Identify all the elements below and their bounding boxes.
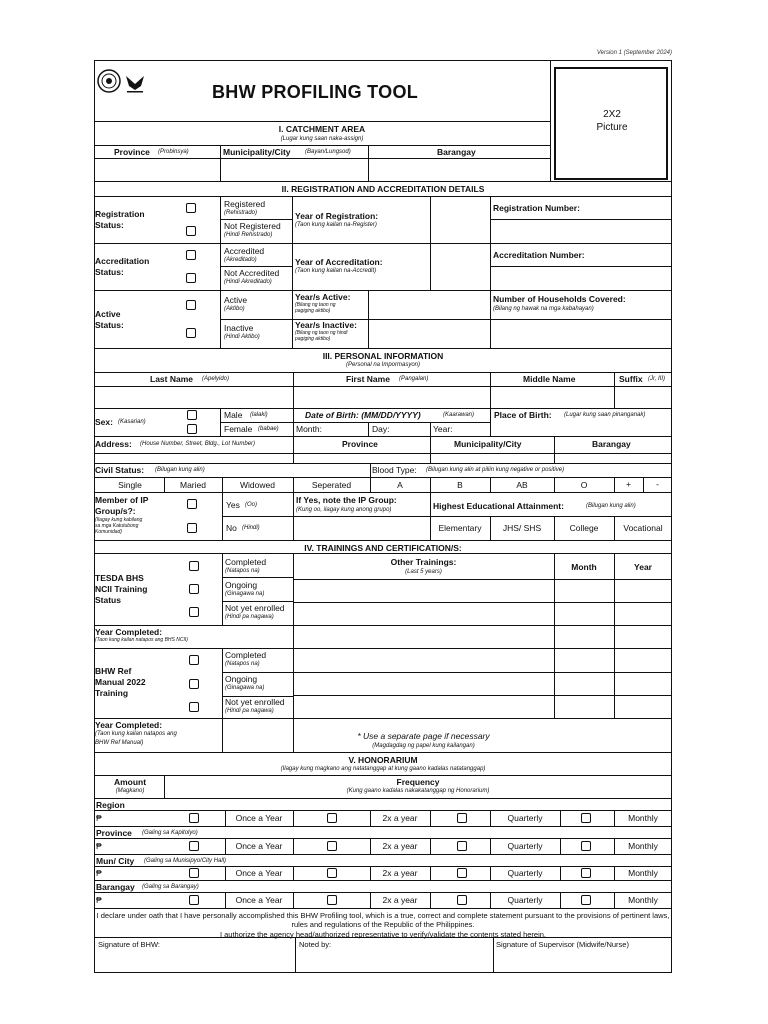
blood-option-positive[interactable]: +	[626, 479, 631, 489]
suffix-sub: (Jr, III)	[648, 376, 665, 382]
declaration-text	[96, 911, 670, 939]
barangay-monthly-label: Monthly	[628, 895, 658, 905]
years-inactive-field[interactable]	[370, 321, 488, 347]
honorarium-sub: (Ilagay kung magkano ang natatanggap at kung gaano kadalas natatanggap)	[280, 766, 486, 772]
catchment-heading: I. CATCHMENT AREA	[278, 124, 366, 134]
registration-status-label-1: Registration	[95, 209, 145, 219]
blood-type-label: Blood Type:	[372, 465, 417, 475]
education-option-elementary[interactable]: Elementary	[438, 523, 482, 533]
city-once-label: Once a Year	[235, 868, 283, 878]
tesda-ongoing-label: Ongoing	[225, 580, 258, 590]
civil-option-married[interactable]: Maried	[180, 480, 206, 490]
inactive-sub: (Hindi Aktibo)	[224, 334, 260, 340]
city-twice-checkbox[interactable]	[327, 868, 337, 878]
registered-sub: (Rehistrado)	[224, 210, 258, 216]
not-accredited-label: Not Accredited	[224, 268, 280, 278]
male-label: Male	[224, 410, 243, 420]
active-status-label-2: Status:	[95, 320, 124, 330]
not-accredited-sub: (Hindi Akreditado)	[224, 279, 272, 285]
bhw-year-completed-sub-2: BHW Ref Manual)	[95, 740, 144, 746]
female-sub: (babae)	[258, 426, 279, 432]
version-label: Version 1 (September 2024)	[596, 50, 672, 56]
tesda-year-completed-label: Year Completed:	[95, 627, 163, 637]
registration-number-label: Registration Number:	[493, 203, 580, 213]
separate-page-note: * Use a separate page if necessary	[357, 731, 490, 741]
province-twice-label: 2x a year	[382, 841, 418, 851]
ip-group-field[interactable]	[295, 518, 428, 538]
region-monthly-checkbox[interactable]	[581, 813, 591, 823]
years-active-sub-1: (Bilang ng taon ng	[295, 302, 336, 308]
male-sub: (lalaki)	[250, 412, 268, 418]
barangay-honorarium-label: Barangay	[96, 882, 135, 892]
blood-option-o[interactable]: O	[580, 480, 588, 490]
barangay-once-checkbox[interactable]	[189, 895, 199, 905]
dob-label: Date of Birth: (MM/DD/YYYY)	[305, 410, 421, 420]
tesda-year-completed-field[interactable]	[224, 627, 291, 647]
barangay-label: Barangay	[437, 147, 476, 157]
barangay-honorarium-sub: (Galing sa Barangay)	[142, 884, 199, 890]
personal-heading: III. PERSONAL INFORMATION	[322, 351, 444, 361]
signature-bhw-field[interactable]	[96, 950, 293, 972]
not-accredited-checkbox[interactable]	[186, 273, 196, 283]
years-active-label: Year/s Active:	[295, 292, 351, 302]
education-option-jhs-shs[interactable]: JHS/ SHS	[502, 523, 542, 533]
other-trainings-sub: (Last 5 years)	[405, 569, 442, 575]
year-accreditation-sub: (Taon kung kailan na-Accredit)	[295, 268, 377, 274]
training-year-header: Year	[634, 562, 652, 572]
accreditation-number-label: Accreditation Number:	[493, 250, 585, 260]
municipality-field[interactable]	[222, 160, 366, 179]
accreditation-status-label-1: Accreditation	[95, 256, 150, 266]
middle-name-label: Middle Name	[523, 374, 576, 384]
barangay-once-label: Once a Year	[235, 895, 283, 905]
barangay-twice-checkbox[interactable]	[327, 895, 337, 905]
education-option-college[interactable]: College	[569, 523, 599, 533]
region-quarterly-label: Quarterly	[507, 813, 543, 823]
inactive-label: Inactive	[224, 323, 254, 333]
registration-status-label-2: Status:	[95, 220, 124, 230]
tesda-ongoing-checkbox[interactable]	[189, 584, 199, 594]
tesda-completed-label: Completed	[225, 557, 267, 567]
barangay-twice-label: 2x a year	[382, 895, 418, 905]
personal-sub: (Personal na Impormasyon)	[345, 362, 421, 368]
peso-sign-city: ₱	[96, 868, 102, 878]
dob-day-label[interactable]: Day:	[372, 424, 390, 434]
signature-supervisor-field[interactable]	[495, 950, 670, 972]
region-once-checkbox[interactable]	[189, 813, 199, 823]
blood-option-ab[interactable]: AB	[516, 480, 528, 490]
noted-by-label: Noted by:	[299, 940, 332, 949]
year-accreditation-field[interactable]	[432, 245, 488, 289]
tesda-label-1: TESDA BHS	[95, 573, 144, 583]
dob-month-label[interactable]: Month:	[296, 424, 322, 434]
active-sub: (Aktibo)	[224, 306, 245, 312]
ip-label-2: Group/s?:	[95, 506, 136, 516]
active-checkbox[interactable]	[186, 300, 196, 310]
province-monthly-checkbox[interactable]	[581, 841, 591, 851]
ip-group-sub: (Kung oo, ilagay kung anong grupo)	[296, 507, 392, 513]
city-amount-field[interactable]	[104, 867, 222, 879]
tesda-completed-sub: (Natapos na)	[225, 568, 260, 574]
last-name-sub: (Apelyido)	[202, 376, 230, 382]
blood-option-negative[interactable]: -	[656, 479, 659, 489]
barangay-quarterly-checkbox[interactable]	[457, 895, 467, 905]
civil-option-widowed[interactable]: Widowed	[240, 480, 275, 490]
region-once-label: Once a Year	[235, 813, 283, 823]
amount-header: Amount	[113, 777, 147, 787]
registered-label: Registered	[224, 199, 266, 209]
tesda-completed-checkbox[interactable]	[189, 561, 199, 571]
civil-status-sub: (Bilugan kung alin)	[155, 467, 205, 473]
active-label: Active	[224, 295, 248, 305]
region-label: Region	[96, 800, 125, 810]
form-title: BHW PROFILING TOOL	[212, 82, 419, 102]
region-twice-label: 2x a year	[382, 813, 418, 823]
address-sub: (House Number, Street, Bldg., Lot Number)	[140, 441, 256, 447]
bhw-manual-label-2: Manual 2022	[95, 677, 146, 687]
province-quarterly-checkbox[interactable]	[457, 841, 467, 851]
frequency-header: Frequency	[396, 777, 440, 787]
tesda-label-2: NCII Training	[95, 584, 148, 594]
pob-field[interactable]	[492, 424, 670, 435]
year-registration-label: Year of Registration:	[295, 211, 379, 221]
signature-supervisor-label: Signature of Supervisor (Midwife/Nurse)	[496, 940, 629, 949]
province-twice-checkbox[interactable]	[327, 841, 337, 851]
female-checkbox[interactable]	[187, 424, 197, 434]
ip-label-1: Member of IP	[95, 495, 149, 505]
other-trainings-label: Other Trainings:	[390, 557, 457, 567]
tesda-year-completed-sub: (Taon kung kailan natapos ang BHS NCII)	[95, 637, 188, 643]
inactive-checkbox[interactable]	[186, 328, 196, 338]
ip-yes-label: Yes	[226, 500, 240, 510]
city-once-checkbox[interactable]	[189, 868, 199, 878]
bhw-completed-checkbox[interactable]	[189, 655, 199, 665]
accredited-sub: (Akreditado)	[224, 257, 257, 263]
bhw-year-completed-sub-1: (Taon kung kailan natapos ang	[95, 731, 177, 737]
barangay-amount-field[interactable]	[104, 893, 222, 907]
female-label: Female	[224, 424, 253, 434]
province-label: Province	[114, 147, 150, 157]
training-month-header: Month	[571, 562, 597, 572]
bhw-manual-label-1: BHW Ref	[95, 666, 132, 676]
sex-sub: (Kasarian)	[118, 419, 146, 425]
ip-yes-sub: (Oo)	[245, 502, 257, 508]
region-twice-checkbox[interactable]	[327, 813, 337, 823]
accredited-checkbox[interactable]	[186, 250, 196, 260]
municipality-sub: (Bayan/Lungsod)	[305, 149, 351, 155]
noted-by-field[interactable]	[297, 950, 491, 972]
registration-number-field[interactable]	[492, 221, 670, 242]
registration-heading: II. REGISTRATION AND ACCREDITATION DETAILS	[281, 184, 485, 194]
year-accreditation-label: Year of Accreditation:	[295, 257, 383, 267]
bhw-year-completed-field[interactable]	[224, 720, 291, 751]
first-name-label: First Name	[346, 374, 390, 384]
not-registered-label: Not Registered	[224, 221, 281, 231]
year-registration-field[interactable]	[432, 198, 488, 242]
pob-label: Place of Birth:	[494, 410, 552, 420]
dob-year-label[interactable]: Year:	[433, 424, 453, 434]
tesda-ongoing-sub: (Ginagawa na)	[225, 591, 265, 597]
bhw-not-enrolled-checkbox[interactable]	[189, 702, 199, 712]
civil-option-separated[interactable]: Seperated	[311, 480, 352, 490]
province-once-checkbox[interactable]	[189, 841, 199, 851]
honorarium-heading: V. HONORARIUM	[348, 755, 418, 765]
city-monthly-checkbox[interactable]	[581, 868, 591, 878]
city-quarterly-label: Quarterly	[507, 868, 543, 878]
blood-type-sub: (Bilugan kung alin at piliin kung negative or positive)	[426, 467, 565, 473]
province-monthly-label: Monthly	[628, 841, 658, 851]
suffix-label: Suffix	[619, 374, 643, 384]
years-inactive-sub-1: (Bilang ng taon ng hindi	[295, 330, 348, 336]
not-registered-checkbox[interactable]	[186, 226, 196, 236]
last-name-label: Last Name	[150, 374, 193, 384]
civil-option-single[interactable]: Single	[118, 480, 142, 490]
amount-sub: (Magkano)	[115, 788, 145, 794]
region-amount-field[interactable]	[104, 811, 222, 825]
bhw-manual-label-3: Training	[95, 688, 129, 698]
address-barangay-label: Barangay	[592, 439, 631, 449]
ip-sub-2: sa mga Katutubong	[95, 523, 139, 529]
tesda-not-enrolled-checkbox[interactable]	[189, 607, 199, 617]
years-active-field[interactable]	[370, 292, 488, 318]
bhw-year-completed-label: Year Completed:	[95, 720, 163, 730]
address-label: Address:	[95, 439, 132, 449]
dob-sub: (Kaarawan)	[443, 412, 475, 418]
address-municipality-label: Municipality/City	[454, 439, 522, 449]
years-active-sub-2: pagiging aktibo)	[295, 308, 331, 314]
province-amount-field[interactable]	[104, 839, 222, 853]
ip-no-sub: (Hindi)	[242, 525, 260, 531]
signature-bhw-label: Signature of BHW:	[98, 940, 160, 949]
picture-size-label: 2X2	[603, 109, 621, 120]
households-sub: (Bilang ng hawak na mga kabahayan)	[493, 306, 594, 312]
city-honorarium-sub: (Galing sa Munisipyo/City Hall)	[144, 858, 227, 864]
region-monthly-label: Monthly	[628, 813, 658, 823]
suffix-field[interactable]	[616, 388, 670, 407]
separate-page-sub: (Magdagdag ng papel kung kailangan)	[372, 743, 475, 749]
city-quarterly-checkbox[interactable]	[457, 868, 467, 878]
education-option-vocational[interactable]: Vocational	[623, 523, 663, 533]
province-once-label: Once a Year	[235, 841, 283, 851]
picture-label: Picture	[596, 122, 628, 133]
trainings-heading: IV. TRAININGS AND CERTIFICATION/S:	[304, 543, 462, 553]
bhw-not-enrolled-sub: (Hindi pa nagawa)	[225, 708, 274, 714]
registered-checkbox[interactable]	[186, 203, 196, 213]
province-field[interactable]	[96, 160, 218, 179]
city-monthly-label: Monthly	[628, 868, 658, 878]
bhw-ongoing-label: Ongoing	[225, 674, 258, 684]
ip-sub-1: (Ilagay kung kabilang	[95, 517, 143, 523]
peso-sign-barangay: ₱	[96, 895, 102, 905]
bhw-completed-label: Completed	[225, 650, 267, 660]
last-name-field[interactable]	[96, 388, 291, 407]
tesda-label-3: Status	[95, 595, 121, 605]
accreditation-number-field[interactable]	[492, 268, 670, 289]
years-inactive-sub-2: pagiging aktibo)	[295, 336, 331, 342]
bhw-completed-sub: (Natapos na)	[225, 661, 260, 667]
education-sub: (Bilugan kung alin)	[586, 503, 636, 509]
blood-option-b[interactable]: B	[457, 480, 463, 490]
sex-label: Sex:	[95, 417, 113, 427]
ip-yes-checkbox[interactable]	[187, 499, 197, 509]
city-honorarium-label: Mun/ City	[96, 856, 135, 866]
region-quarterly-checkbox[interactable]	[457, 813, 467, 823]
bagong-pilipinas-logo-icon	[124, 70, 148, 94]
address-field[interactable]	[96, 454, 670, 462]
province-sub: (Probinsya)	[158, 149, 189, 155]
households-field[interactable]	[492, 321, 670, 347]
ip-no-checkbox[interactable]	[187, 523, 197, 533]
active-status-label-1: Active	[95, 309, 121, 319]
bhw-ongoing-sub: (Ginagawa na)	[225, 685, 265, 691]
peso-sign-province: ₱	[96, 841, 102, 851]
barangay-monthly-checkbox[interactable]	[581, 895, 591, 905]
year-registration-sub: (Taon kung kailan na-Register)	[295, 222, 377, 228]
education-label: Highest Educational Attainment:	[433, 501, 564, 511]
barangay-quarterly-label: Quarterly	[507, 895, 543, 905]
tesda-not-enrolled-label: Not yet enrolled	[225, 603, 285, 613]
catchment-sub: (Lugar kung saan naka-assign)	[280, 136, 364, 142]
frequency-sub: (Kung gaano kadalas nakakatanggap ng Honorarium)	[346, 788, 490, 794]
male-checkbox[interactable]	[187, 410, 197, 420]
province-honorarium-label: Province	[96, 828, 132, 838]
declaration-line-2: I authorize the agency head/authorized representative to verify/validate the contents stated herein.	[219, 929, 547, 939]
ip-no-label: No	[226, 523, 237, 533]
first-name-field[interactable]	[295, 388, 488, 407]
households-label: Number of Households Covered:	[493, 294, 626, 304]
address-province-label: Province	[342, 439, 378, 449]
accredited-label: Accredited	[224, 246, 265, 256]
ip-sub-3: Komunidad)	[95, 529, 122, 535]
first-name-sub: (Pangalan)	[399, 376, 429, 382]
ip-group-label: If Yes, note the IP Group:	[296, 495, 397, 505]
province-honorarium-sub: (Galing sa Kapitolyo)	[142, 830, 198, 836]
barangay-field[interactable]	[370, 160, 548, 179]
years-inactive-label: Year/s Inactive:	[295, 320, 357, 330]
not-registered-sub: (Hindi Rehistrado)	[224, 232, 273, 238]
tesda-not-enrolled-sub: (Hindi pa nagawa)	[225, 614, 274, 620]
province-quarterly-label: Quarterly	[507, 841, 543, 851]
bhw-ongoing-checkbox[interactable]	[189, 679, 199, 689]
municipality-label: Municipality/City	[223, 147, 291, 157]
middle-name-field[interactable]	[492, 388, 612, 407]
civil-status-label: Civil Status:	[95, 465, 145, 475]
peso-sign-region: ₱	[96, 813, 102, 823]
blood-option-a[interactable]: A	[397, 480, 403, 490]
bhw-not-enrolled-label: Not yet enrolled	[225, 697, 285, 707]
accreditation-status-label-2: Status:	[95, 267, 124, 277]
pob-sub: (Lugar kung saan pinanganak)	[564, 412, 646, 418]
city-twice-label: 2x a year	[382, 868, 418, 878]
declaration-line-1: I declare under oath that I have personally accomplished this BHW Profiling tool, which is a true, correct and complete statement pursuant to the provisions of pertinent laws, rules and regulations of the Republic of the Philippines.	[96, 911, 670, 930]
